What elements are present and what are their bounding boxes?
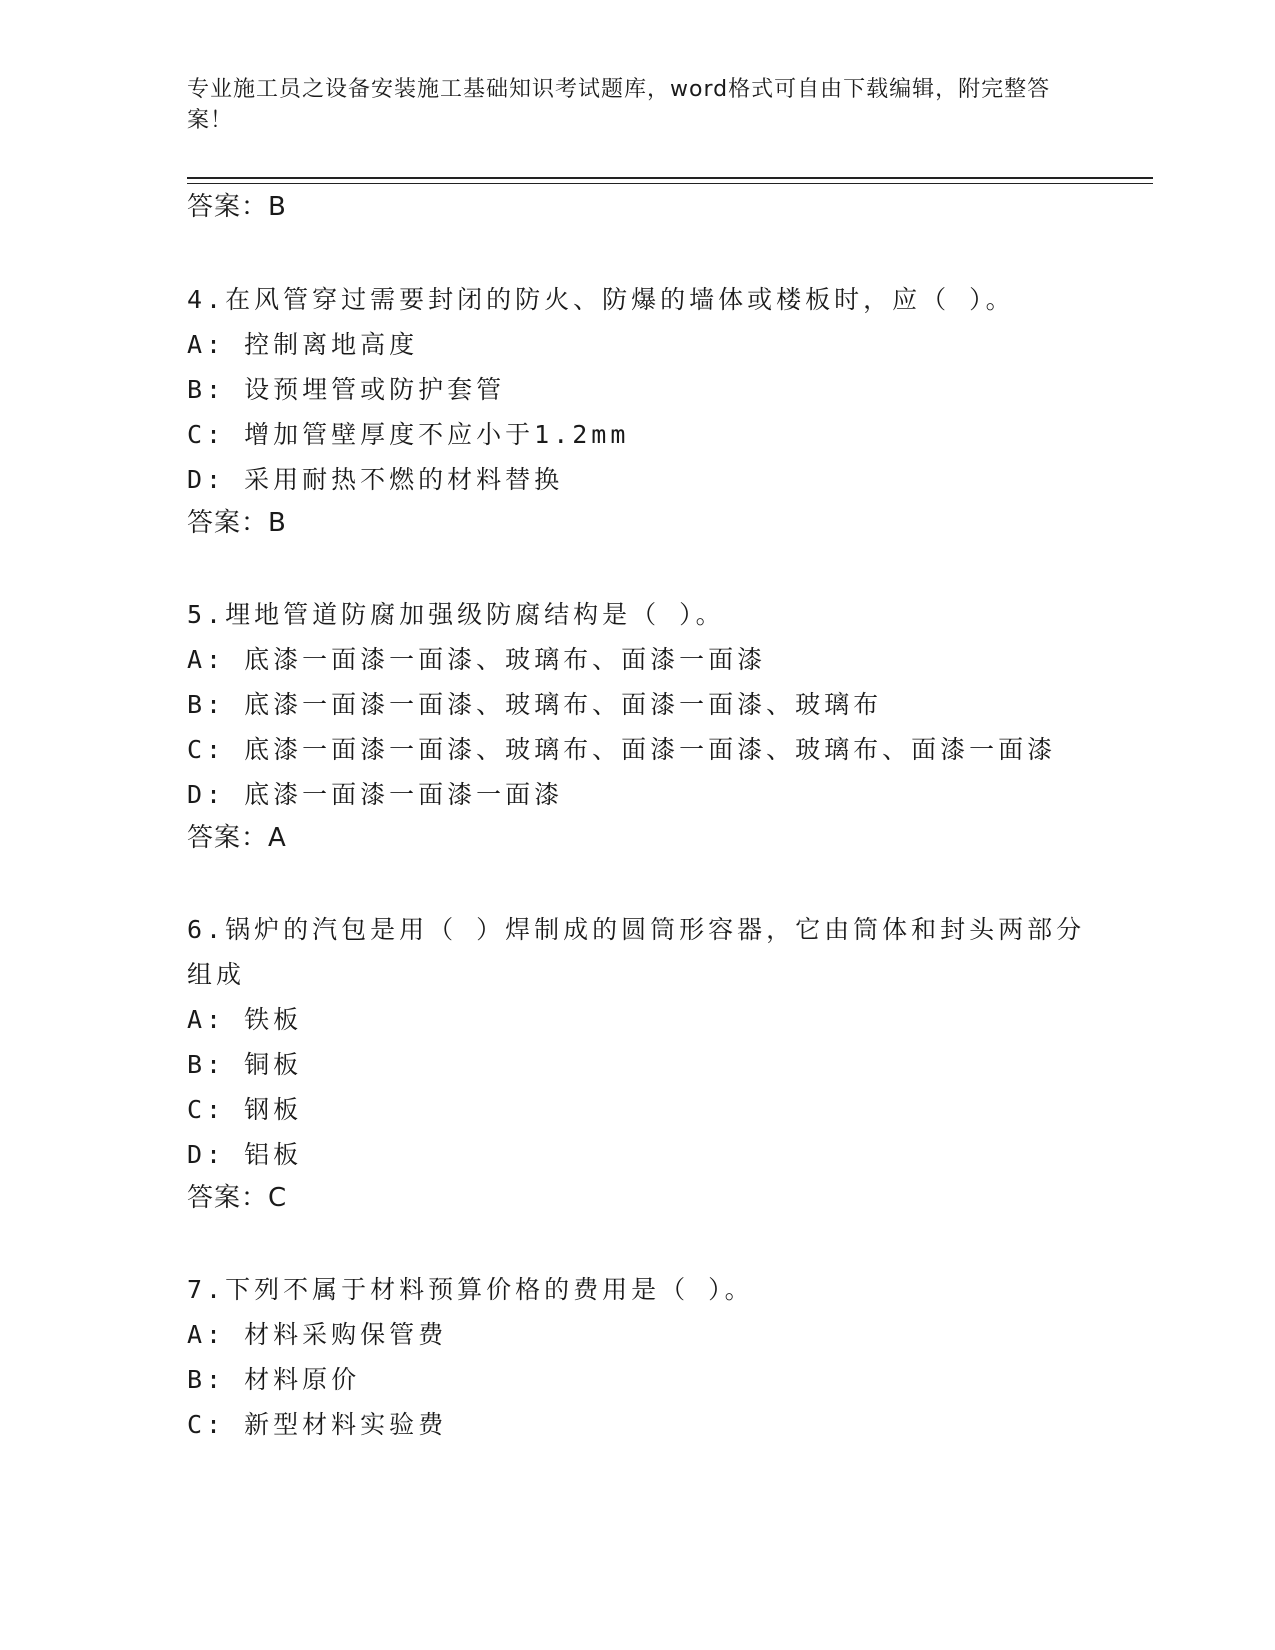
- question-5-option-a: A: 底漆一面漆一面漆、玻璃布、面漆一面漆: [187, 645, 767, 674]
- question-6-option-c: C: 钢板: [187, 1095, 303, 1124]
- answer-q6: 答案：C: [187, 1183, 288, 1213]
- header-divider-thick: [187, 177, 1153, 179]
- question-7-stem: 7.下列不属于材料预算价格的费用是（ ）。: [187, 1275, 754, 1304]
- question-6-option-b: B: 铜板: [187, 1050, 303, 1079]
- question-5-option-c: C: 底漆一面漆一面漆、玻璃布、面漆一面漆、玻璃布、面漆一面漆: [187, 735, 1057, 764]
- document-header: 专业施工员之设备安装施工基础知识考试题库，word格式可自由下载编辑，附完整答案！: [187, 77, 1051, 133]
- question-7-option-c: C: 新型材料实验费: [187, 1410, 448, 1439]
- question-6-stem: 6.锅炉的汽包是用（ ）焊制成的圆筒形容器，它由筒体和封头两部分: [187, 915, 1086, 944]
- header-divider-thin: [187, 183, 1153, 184]
- question-5-stem: 5.埋地管道防腐加强级防腐结构是（ ）。: [187, 600, 725, 629]
- question-6-stem-continued: 组成: [187, 960, 246, 989]
- answer-q5: 答案：A: [187, 823, 287, 853]
- question-4-option-d: D: 采用耐热不燃的材料替换: [187, 465, 564, 494]
- question-7-option-b: B: 材料原价: [187, 1365, 361, 1394]
- question-6-option-a: A: 铁板: [187, 1005, 303, 1034]
- question-7-option-a: A: 材料采购保管费: [187, 1320, 448, 1349]
- answer-q4: 答案：B: [187, 508, 287, 538]
- question-5-option-b: B: 底漆一面漆一面漆、玻璃布、面漆一面漆、玻璃布: [187, 690, 883, 719]
- question-6-option-d: D: 铝板: [187, 1140, 303, 1169]
- answer-q3: 答案：B: [187, 192, 287, 222]
- question-5-option-d: D: 底漆一面漆一面漆一面漆: [187, 780, 564, 809]
- question-4-option-c: C: 增加管壁厚度不应小于1.2mm: [187, 420, 630, 449]
- question-4-option-a: A: 控制离地高度: [187, 330, 419, 359]
- question-4-stem: 4.在风管穿过需要封闭的防火、防爆的墙体或楼板时，应（ ）。: [187, 285, 1015, 314]
- question-4-option-b: B: 设预埋管或防护套管: [187, 375, 506, 404]
